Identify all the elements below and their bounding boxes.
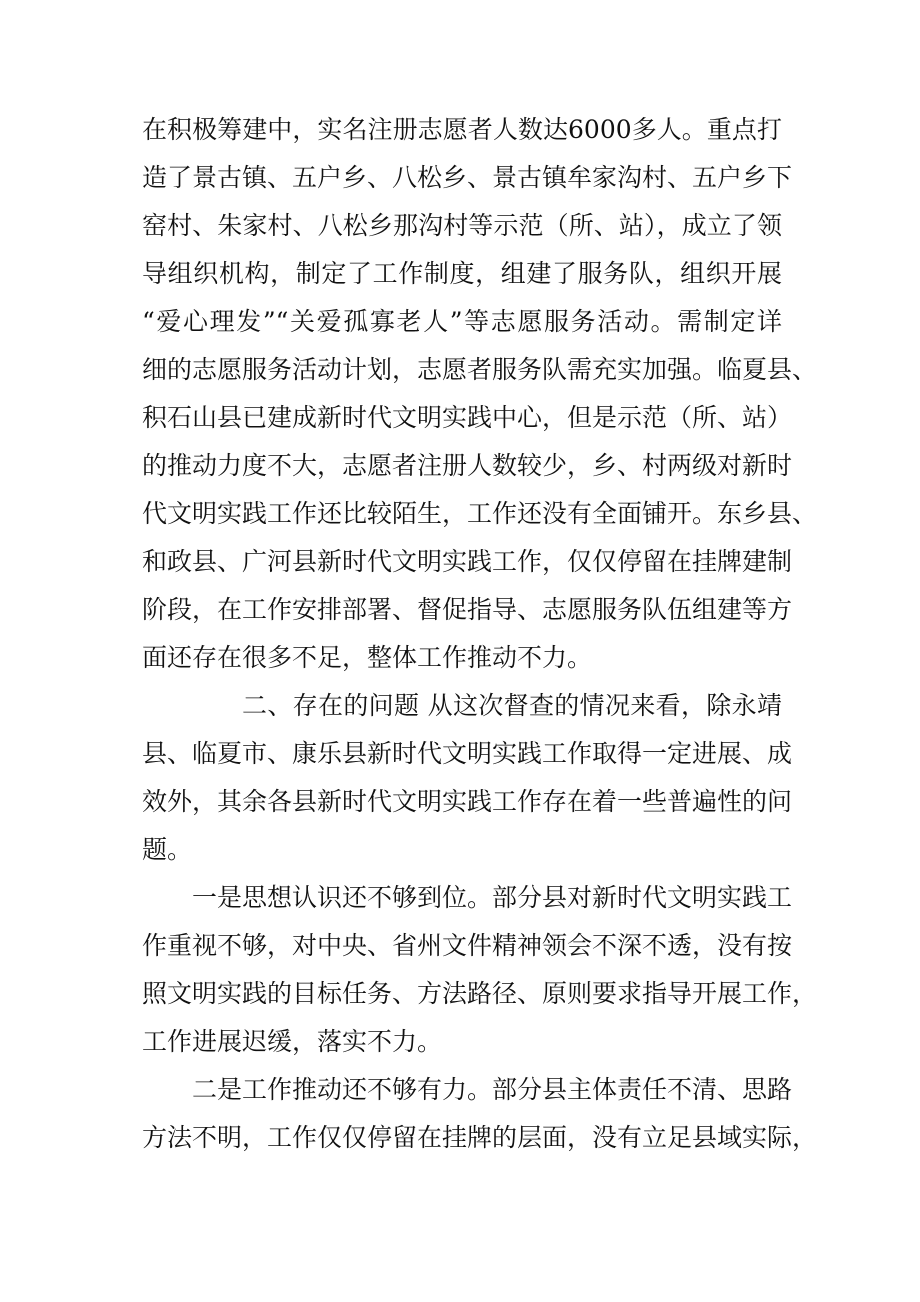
text-line: 题。 [142, 835, 193, 864]
text-line: 造了景古镇、五户乡、八松乡、景古镇牟家沟村、五户乡下 [142, 163, 793, 192]
text-line: 积石山县已建成新时代文明实践中心，但是示范（所、站） [142, 403, 793, 432]
text-line: 县、临夏市、康乐县新时代文明实践工作取得一定进展、成 [142, 739, 793, 768]
document-body [142, 106, 818, 1162]
text-line: 照文明实践的目标任务、方法路径、原则要求指导开展工作， [142, 979, 818, 1008]
text-line: 面还存在很多不足，整体工作推动不力。 [142, 643, 593, 672]
paragraph [142, 874, 818, 1066]
text-line: 窑村、朱家村、八松乡那沟村等示范（所、站），成立了领 [142, 211, 782, 240]
text-line: 在积极筹建中，实名注册志愿者人数达6000多人。重点打 [142, 115, 782, 144]
text-line: 工作进展迟缓，落实不力。 [142, 1027, 443, 1056]
text-line: 二是工作推动还不够有力。部分县主体责任不清、思路 [192, 1075, 793, 1104]
text-line: 的推动力度不大，志愿者注册人数较少，乡、村两级对新时 [142, 451, 793, 480]
text-line: 和政县、广河县新时代文明实践工作，仅仅停留在挂牌建制 [142, 547, 793, 576]
text-line: 作重视不够，对中央、省州文件精神领会不深不透，没有按 [142, 931, 793, 960]
text-line: 一是思想认识还不够到位。部分县对新时代文明实践工 [192, 883, 793, 912]
paragraph [142, 1066, 818, 1162]
text-line: 阶段，在工作安排部署、督促指导、志愿服务队伍组建等方 [142, 595, 793, 624]
text-line: 代文明实践工作还比较陌生，工作还没有全面铺开。东乡县、 [142, 499, 818, 528]
text-line: 方法不明，工作仅仅停留在挂牌的层面，没有立足县域实际， [142, 1123, 818, 1152]
text-line: 细的志愿服务活动计划，志愿者服务队需充实加强。临夏县、 [142, 355, 818, 384]
section-heading-line: 二、存在的问题 从这次督查的情况来看，除永靖 [242, 691, 782, 720]
text-line: 导组织机构，制定了工作制度，组建了服务队，组织开展 [142, 259, 782, 288]
text-line: “爱心理发”“关爱孤寡老人”等志愿服务活动。需制定详 [142, 307, 782, 336]
text-line: 效外，其余各县新时代文明实践工作存在着一些普遍性的问 [142, 787, 793, 816]
paragraph [142, 106, 818, 682]
section-paragraph [142, 682, 793, 874]
